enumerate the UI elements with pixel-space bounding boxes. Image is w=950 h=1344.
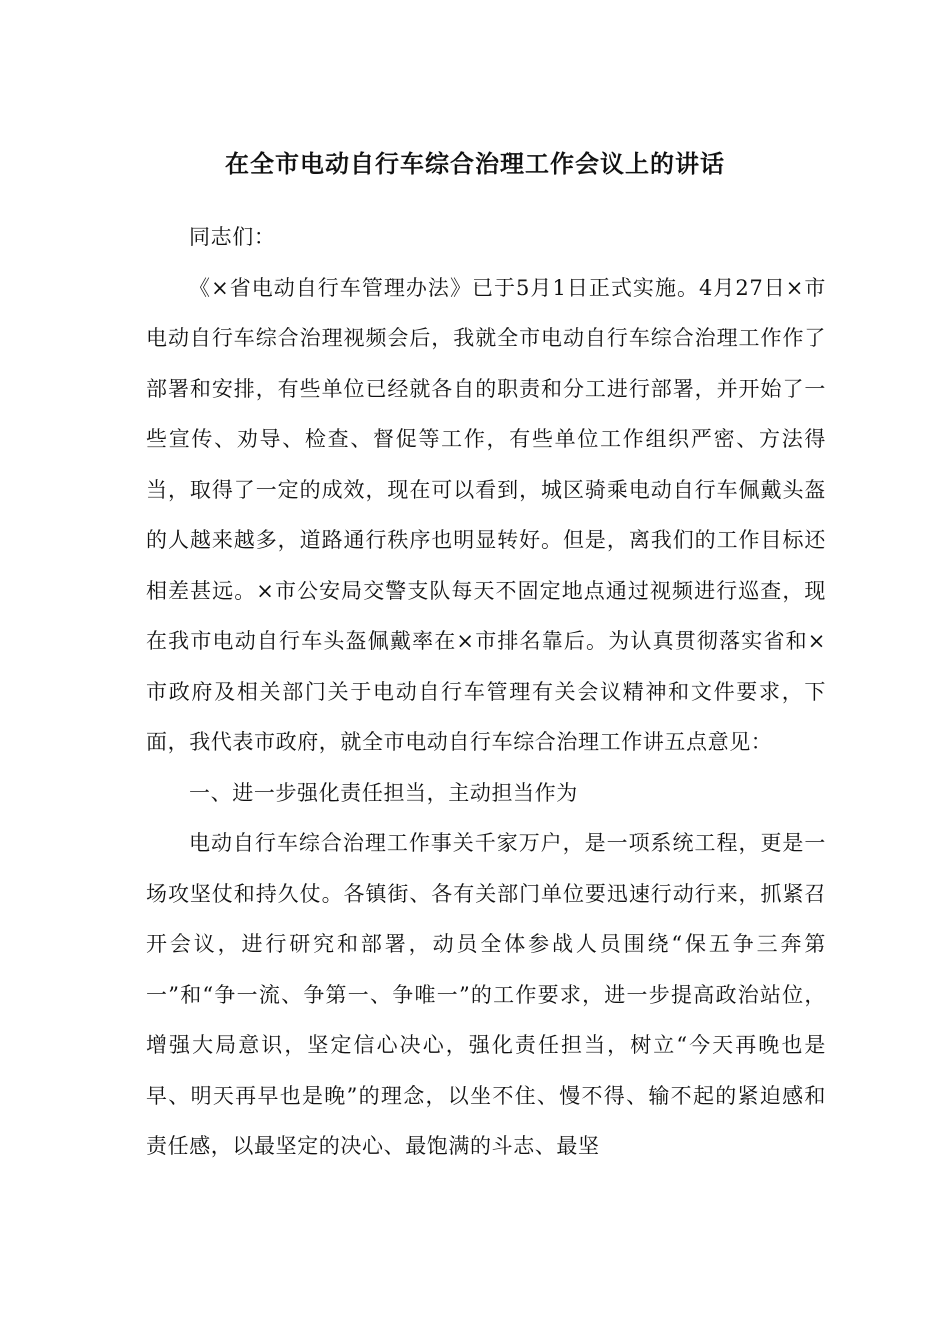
salutation: 同志们： (189, 225, 276, 249)
section-paragraph: 电动自行车综合治理工作事关千家万户，是一项系统工程，更是一场攻坚仗和持久仗。各镇街、各有关部门单位要迅速行动行来，抓紧召开会议，进行研究和部署，动员全体参战人员围绕“保五争三奔第一”和“争一流、争第一、争唯一”的工作要求，进一步提高政治站位，增强大局意识，坚定信心决心，强化责任担当，树立“今天再晚也是早、明天再早也是晚”的理念，以坐不住、慢不得、输不起的紧迫感和责任感，以最坚定的决心、最饱满的斗志、最坚 (146, 831, 826, 1158)
document-title: 在全市电动自行车综合治理工作会议上的讲话 (225, 149, 725, 178)
section-heading: 一、进一步强化责任担当，主动担当作为 (189, 780, 578, 805)
document-body (146, 212, 826, 1172)
intro-paragraph: 《×省电动自行车管理办法》已于5月1日正式实施。4月27日×市电动自行车综合治理视频会后，我就全市电动自行车综合治理工作作了部署和安排，有些单位已经就各自的职责和分工进行部署，并开始了一些宣传、劝导、检查、督促等工作，有些单位工作组织严密、方法得当，取得了一定的成效，现在可以看到，城区骑乘电动自行车佩戴头盔的人越来越多，道路通行秩序也明显转好。但是，离我们的工作目标还相差甚远。×市公安局交警支队每天不固定地点通过视频进行巡查，现在我市电动自行车头盔佩戴率在×市排名靠后。为认真贯彻落实省和×市政府及相关部门关于电动自行车管理有关会议精神和文件要求，下面，我代表市政府，就全市电动自行车综合治理工作讲五点意见： (146, 275, 826, 754)
